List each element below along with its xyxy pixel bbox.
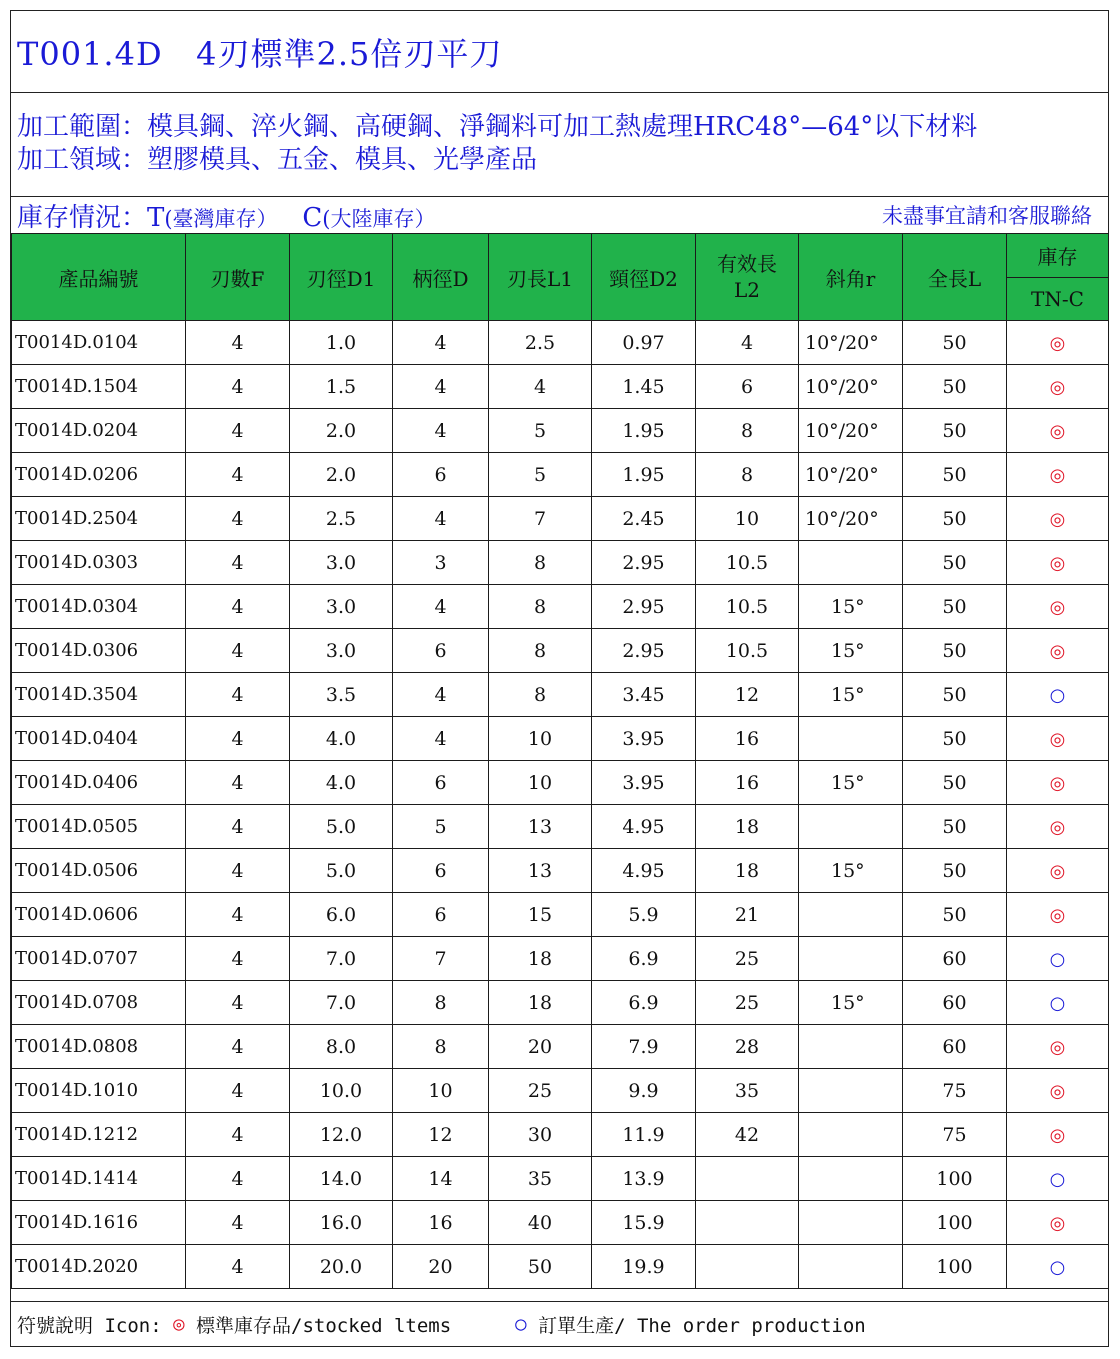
cell-d1: 20.0 xyxy=(290,1245,393,1289)
header-l2: 有效長 L2 xyxy=(696,234,799,321)
cell-flutes: 4 xyxy=(186,585,290,629)
cell-d: 3 xyxy=(393,541,489,585)
cell-code: T0014D.0506 xyxy=(12,849,186,893)
cell-d1: 2.0 xyxy=(290,409,393,453)
cell-angle xyxy=(799,1069,903,1113)
cell-d: 4 xyxy=(393,365,489,409)
header-d: 柄徑D xyxy=(393,234,489,321)
cell-stock xyxy=(1007,1113,1109,1157)
cell-l2: 35 xyxy=(696,1069,799,1113)
cell-d2: 2.45 xyxy=(592,497,696,541)
header-angle: 斜角r xyxy=(799,234,903,321)
cell-l1: 35 xyxy=(489,1157,592,1201)
cell-l2: 8 xyxy=(696,453,799,497)
cell-flutes: 4 xyxy=(186,1113,290,1157)
cell-d1: 5.0 xyxy=(290,805,393,849)
stock-t-code: T xyxy=(147,202,165,233)
cell-d2: 15.9 xyxy=(592,1201,696,1245)
cell-stock xyxy=(1007,937,1109,981)
cell-d2: 0.97 xyxy=(592,321,696,365)
cell-d1: 10.0 xyxy=(290,1069,393,1113)
cell-length: 75 xyxy=(903,1069,1007,1113)
stocked-symbol-icon: ◎ xyxy=(1049,332,1066,354)
cell-l1: 10 xyxy=(489,761,592,805)
cell-stock xyxy=(1007,321,1109,365)
cell-flutes: 4 xyxy=(186,937,290,981)
table-row xyxy=(12,1245,1109,1289)
cell-angle xyxy=(799,717,903,761)
cell-d1: 7.0 xyxy=(290,981,393,1025)
cell-d1: 4.0 xyxy=(290,717,393,761)
cell-angle xyxy=(799,937,903,981)
table-row xyxy=(12,497,1109,541)
table-row xyxy=(12,321,1109,365)
cell-flutes: 4 xyxy=(186,981,290,1025)
cell-l1: 40 xyxy=(489,1201,592,1245)
cell-stock xyxy=(1007,981,1109,1025)
cell-d: 12 xyxy=(393,1113,489,1157)
cell-stock xyxy=(1007,497,1109,541)
cell-l1: 8 xyxy=(489,585,592,629)
cell-angle xyxy=(799,1201,903,1245)
table-row xyxy=(12,1069,1109,1113)
cell-angle: 15° xyxy=(799,629,903,673)
cell-d: 4 xyxy=(393,673,489,717)
cell-d: 4 xyxy=(393,717,489,761)
stocked-symbol-icon: ◎ xyxy=(1049,1080,1066,1102)
cell-flutes: 4 xyxy=(186,1157,290,1201)
header-d2: 頸徑D2 xyxy=(592,234,696,321)
cell-angle: 15° xyxy=(799,761,903,805)
table-row xyxy=(12,1157,1109,1201)
header-length: 全長L xyxy=(903,234,1007,321)
cell-stock xyxy=(1007,1157,1109,1201)
stocked-symbol-icon: ◎ xyxy=(1049,1036,1066,1058)
spec-sheet xyxy=(10,10,1109,1347)
cell-stock xyxy=(1007,1025,1109,1069)
cell-length: 50 xyxy=(903,585,1007,629)
cell-code: T0014D.0606 xyxy=(12,893,186,937)
cell-d: 16 xyxy=(393,1201,489,1245)
application-section xyxy=(11,93,1108,197)
cell-angle xyxy=(799,1245,903,1289)
cell-stock xyxy=(1007,1069,1109,1113)
cell-l2: 4 xyxy=(696,321,799,365)
cell-flutes: 4 xyxy=(186,629,290,673)
cell-d1: 16.0 xyxy=(290,1201,393,1245)
cell-stock xyxy=(1007,849,1109,893)
cell-length: 50 xyxy=(903,541,1007,585)
order-symbol-icon: ○ xyxy=(1049,1256,1066,1278)
cell-length: 60 xyxy=(903,1025,1007,1069)
table-row xyxy=(12,453,1109,497)
table-row xyxy=(12,981,1109,1025)
stocked-symbol-icon: ◎ xyxy=(1049,1124,1066,1146)
cell-l2: 18 xyxy=(696,849,799,893)
order-symbol-icon: ○ xyxy=(1049,1168,1066,1190)
cell-stock xyxy=(1007,453,1109,497)
cell-d2: 13.9 xyxy=(592,1157,696,1201)
cell-stock xyxy=(1007,365,1109,409)
cell-length: 50 xyxy=(903,453,1007,497)
cell-d: 6 xyxy=(393,893,489,937)
cell-code: T0014D.0808 xyxy=(12,1025,186,1069)
cell-d2: 3.45 xyxy=(592,673,696,717)
cell-stock xyxy=(1007,409,1109,453)
table-row xyxy=(12,1113,1109,1157)
cell-d1: 6.0 xyxy=(290,893,393,937)
cell-stock xyxy=(1007,1245,1109,1289)
cell-l2: 18 xyxy=(696,805,799,849)
cell-flutes: 4 xyxy=(186,409,290,453)
order-symbol-icon: ○ xyxy=(1049,684,1066,706)
stocked-symbol-icon: ◎ xyxy=(173,1313,185,1335)
header-flutes: 刃數F xyxy=(186,234,290,321)
order-symbol-icon: ○ xyxy=(1049,992,1066,1014)
cell-code: T0014D.0707 xyxy=(12,937,186,981)
cell-stock xyxy=(1007,629,1109,673)
cell-code: T0014D.0404 xyxy=(12,717,186,761)
table-row xyxy=(12,365,1109,409)
table-row xyxy=(12,1025,1109,1069)
table-row xyxy=(12,717,1109,761)
symbol-legend xyxy=(11,1301,1108,1346)
cell-d1: 2.5 xyxy=(290,497,393,541)
cell-d1: 4.0 xyxy=(290,761,393,805)
stocked-symbol-icon: ◎ xyxy=(1049,464,1066,486)
cell-d: 5 xyxy=(393,805,489,849)
cell-length: 60 xyxy=(903,937,1007,981)
cell-l2: 21 xyxy=(696,893,799,937)
cell-d: 6 xyxy=(393,849,489,893)
stock-t-note: (臺灣庫存） xyxy=(164,206,278,231)
cell-flutes: 4 xyxy=(186,849,290,893)
cell-d2: 1.95 xyxy=(592,453,696,497)
stock-c-code: C xyxy=(302,202,323,233)
cell-d: 6 xyxy=(393,453,489,497)
cell-code: T0014D.0204 xyxy=(12,409,186,453)
cell-d2: 1.95 xyxy=(592,409,696,453)
cell-d2: 9.9 xyxy=(592,1069,696,1113)
cell-code: T0014D.1010 xyxy=(12,1069,186,1113)
cell-flutes: 4 xyxy=(186,1245,290,1289)
stocked-symbol-icon: ◎ xyxy=(1049,552,1066,574)
cell-d: 20 xyxy=(393,1245,489,1289)
cell-length: 50 xyxy=(903,673,1007,717)
machining-field: 加工領域：塑膠模具、五金、模具、光學產品 xyxy=(17,145,538,175)
cell-code: T0014D.1414 xyxy=(12,1157,186,1201)
table-row xyxy=(12,849,1109,893)
cell-l1: 18 xyxy=(489,981,592,1025)
cell-d2: 3.95 xyxy=(592,761,696,805)
cell-d2: 2.95 xyxy=(592,585,696,629)
cell-l1: 8 xyxy=(489,541,592,585)
cell-length: 50 xyxy=(903,761,1007,805)
cell-l1: 15 xyxy=(489,893,592,937)
cell-angle: 10°/20° xyxy=(799,453,903,497)
stocked-symbol-icon: ◎ xyxy=(1049,772,1066,794)
cell-code: T0014D.0303 xyxy=(12,541,186,585)
cell-length: 50 xyxy=(903,321,1007,365)
cell-stock xyxy=(1007,893,1109,937)
cell-d1: 2.0 xyxy=(290,453,393,497)
stock-legend xyxy=(17,197,435,234)
cell-length: 100 xyxy=(903,1157,1007,1201)
cell-l1: 5 xyxy=(489,453,592,497)
cell-flutes: 4 xyxy=(186,453,290,497)
table-row xyxy=(12,1201,1109,1245)
cell-angle xyxy=(799,893,903,937)
cell-d2: 3.95 xyxy=(592,717,696,761)
cell-l1: 10 xyxy=(489,717,592,761)
stocked-symbol-icon: ◎ xyxy=(1049,860,1066,882)
cell-code: T0014D.0306 xyxy=(12,629,186,673)
cell-code: T0014D.0708 xyxy=(12,981,186,1025)
cell-l2: 42 xyxy=(696,1113,799,1157)
cell-flutes: 4 xyxy=(186,893,290,937)
cell-d2: 5.9 xyxy=(592,893,696,937)
cell-d1: 3.0 xyxy=(290,541,393,585)
order-symbol-icon: ○ xyxy=(515,1313,527,1335)
cell-l1: 4 xyxy=(489,365,592,409)
cell-l1: 8 xyxy=(489,629,592,673)
cell-d2: 11.9 xyxy=(592,1113,696,1157)
cell-angle: 15° xyxy=(799,981,903,1025)
table-row xyxy=(12,585,1109,629)
cell-code: T0014D.3504 xyxy=(12,673,186,717)
cell-code: T0014D.2020 xyxy=(12,1245,186,1289)
stock-label: 庫存情況： xyxy=(17,202,148,233)
cell-d: 4 xyxy=(393,321,489,365)
cell-angle xyxy=(799,1025,903,1069)
cell-code: T0014D.0505 xyxy=(12,805,186,849)
cell-flutes: 4 xyxy=(186,805,290,849)
machining-range: 加工範圍：模具鋼、淬火鋼、高硬鋼、淨鋼料可加工熱處理HRC48°—64°以下材料 xyxy=(17,112,978,142)
cell-d1: 12.0 xyxy=(290,1113,393,1157)
cell-length: 50 xyxy=(903,365,1007,409)
cell-d: 4 xyxy=(393,585,489,629)
cell-l2: 12 xyxy=(696,673,799,717)
cell-l2 xyxy=(696,1201,799,1245)
cell-l1: 20 xyxy=(489,1025,592,1069)
cell-code: T0014D.0206 xyxy=(12,453,186,497)
cell-l2 xyxy=(696,1157,799,1201)
cell-length: 50 xyxy=(903,629,1007,673)
cell-l2: 10 xyxy=(696,497,799,541)
cell-code: T0014D.0304 xyxy=(12,585,186,629)
cell-flutes: 4 xyxy=(186,497,290,541)
cell-l2: 8 xyxy=(696,409,799,453)
cell-d2: 6.9 xyxy=(592,981,696,1025)
cell-d2: 4.95 xyxy=(592,849,696,893)
cell-angle: 15° xyxy=(799,673,903,717)
cell-d1: 3.5 xyxy=(290,673,393,717)
cell-d1: 3.0 xyxy=(290,585,393,629)
cell-angle: 10°/20° xyxy=(799,409,903,453)
page-title: T001.4D 4刃標準2.5倍刃平刀 xyxy=(11,11,1108,93)
cell-angle: 15° xyxy=(799,849,903,893)
cell-length: 50 xyxy=(903,849,1007,893)
cell-d1: 5.0 xyxy=(290,849,393,893)
cell-d: 7 xyxy=(393,937,489,981)
cell-stock xyxy=(1007,1201,1109,1245)
cell-l2: 10.5 xyxy=(696,629,799,673)
cell-d: 8 xyxy=(393,981,489,1025)
stocked-symbol-icon: ◎ xyxy=(1049,816,1066,838)
header-d1: 刃徑D1 xyxy=(290,234,393,321)
stocked-symbol-icon: ◎ xyxy=(1049,420,1066,442)
cell-angle: 10°/20° xyxy=(799,497,903,541)
cell-l1: 2.5 xyxy=(489,321,592,365)
cell-length: 50 xyxy=(903,893,1007,937)
cell-angle xyxy=(799,1157,903,1201)
table-row xyxy=(12,937,1109,981)
cell-length: 75 xyxy=(903,1113,1007,1157)
cell-flutes: 4 xyxy=(186,761,290,805)
cell-code: T0014D.2504 xyxy=(12,497,186,541)
stocked-symbol-icon: ◎ xyxy=(1049,904,1066,926)
header-code: 產品編號 xyxy=(12,234,186,321)
cell-d2: 6.9 xyxy=(592,937,696,981)
legend-order-text: 訂單生產/ The order production xyxy=(538,1314,866,1337)
table-row xyxy=(12,409,1109,453)
cell-d: 14 xyxy=(393,1157,489,1201)
cell-length: 60 xyxy=(903,981,1007,1025)
cell-l2: 28 xyxy=(696,1025,799,1069)
cell-d2: 1.45 xyxy=(592,365,696,409)
table-row xyxy=(12,761,1109,805)
cell-l2: 10.5 xyxy=(696,585,799,629)
cell-d1: 14.0 xyxy=(290,1157,393,1201)
cell-l2: 16 xyxy=(696,761,799,805)
cell-l1: 25 xyxy=(489,1069,592,1113)
stocked-symbol-icon: ◎ xyxy=(1049,596,1066,618)
cell-flutes: 4 xyxy=(186,541,290,585)
cell-length: 100 xyxy=(903,1245,1007,1289)
cell-code: T0014D.0104 xyxy=(12,321,186,365)
header-l1: 刃長L1 xyxy=(489,234,592,321)
stocked-symbol-icon: ◎ xyxy=(1049,376,1066,398)
cell-angle xyxy=(799,805,903,849)
stock-info-bar xyxy=(11,197,1108,233)
cell-code: T0014D.0406 xyxy=(12,761,186,805)
cell-d1: 7.0 xyxy=(290,937,393,981)
cell-angle xyxy=(799,1113,903,1157)
cell-stock xyxy=(1007,585,1109,629)
cell-l1: 50 xyxy=(489,1245,592,1289)
cell-code: T0014D.1212 xyxy=(12,1113,186,1157)
cell-flutes: 4 xyxy=(186,717,290,761)
cell-d: 6 xyxy=(393,761,489,805)
cell-d: 4 xyxy=(393,497,489,541)
cell-angle: 15° xyxy=(799,585,903,629)
cell-l1: 18 xyxy=(489,937,592,981)
cell-stock xyxy=(1007,717,1109,761)
cell-l1: 30 xyxy=(489,1113,592,1157)
cell-d: 10 xyxy=(393,1069,489,1113)
cell-d1: 1.0 xyxy=(290,321,393,365)
cell-angle xyxy=(799,541,903,585)
cell-d2: 2.95 xyxy=(592,541,696,585)
cell-l1: 8 xyxy=(489,673,592,717)
header-stock-sub: TN-C xyxy=(1007,278,1109,321)
cell-flutes: 4 xyxy=(186,321,290,365)
stock-c-note: (大陸庫存） xyxy=(322,206,436,231)
cell-l2: 10.5 xyxy=(696,541,799,585)
cell-l2 xyxy=(696,1245,799,1289)
order-symbol-icon: ○ xyxy=(1049,948,1066,970)
cell-d: 6 xyxy=(393,629,489,673)
table-row xyxy=(12,893,1109,937)
product-table xyxy=(11,233,1109,1289)
cell-stock xyxy=(1007,541,1109,585)
contact-note: 未盡事宜請和客服聯絡 xyxy=(882,204,1092,228)
cell-length: 50 xyxy=(903,717,1007,761)
header-stock: 庫存 xyxy=(1007,234,1109,278)
cell-d1: 3.0 xyxy=(290,629,393,673)
cell-flutes: 4 xyxy=(186,1201,290,1245)
cell-stock xyxy=(1007,761,1109,805)
cell-d2: 7.9 xyxy=(592,1025,696,1069)
table-row xyxy=(12,805,1109,849)
cell-d1: 1.5 xyxy=(290,365,393,409)
cell-l1: 5 xyxy=(489,409,592,453)
cell-l2: 25 xyxy=(696,981,799,1025)
legend-label: 符號說明 Icon: xyxy=(17,1314,162,1337)
cell-length: 50 xyxy=(903,497,1007,541)
cell-l2: 6 xyxy=(696,365,799,409)
cell-l2: 25 xyxy=(696,937,799,981)
cell-l1: 13 xyxy=(489,849,592,893)
cell-length: 100 xyxy=(903,1201,1007,1245)
cell-angle: 10°/20° xyxy=(799,365,903,409)
cell-d2: 4.95 xyxy=(592,805,696,849)
stocked-symbol-icon: ◎ xyxy=(1049,728,1066,750)
cell-stock xyxy=(1007,805,1109,849)
cell-d2: 2.95 xyxy=(592,629,696,673)
stocked-symbol-icon: ◎ xyxy=(1049,640,1066,662)
cell-code: T0014D.1616 xyxy=(12,1201,186,1245)
cell-l1: 7 xyxy=(489,497,592,541)
table-row xyxy=(12,673,1109,717)
table-row xyxy=(12,541,1109,585)
cell-code: T0014D.1504 xyxy=(12,365,186,409)
cell-angle: 10°/20° xyxy=(799,321,903,365)
cell-length: 50 xyxy=(903,805,1007,849)
cell-flutes: 4 xyxy=(186,1069,290,1113)
cell-d2: 19.9 xyxy=(592,1245,696,1289)
cell-d1: 8.0 xyxy=(290,1025,393,1069)
cell-l2: 16 xyxy=(696,717,799,761)
cell-d: 8 xyxy=(393,1025,489,1069)
cell-stock xyxy=(1007,673,1109,717)
cell-d: 4 xyxy=(393,409,489,453)
legend-stocked-text: 標準庫存品/stocked ltems xyxy=(196,1314,452,1337)
cell-length: 50 xyxy=(903,409,1007,453)
cell-flutes: 4 xyxy=(186,673,290,717)
cell-flutes: 4 xyxy=(186,365,290,409)
cell-flutes: 4 xyxy=(186,1025,290,1069)
table-row xyxy=(12,629,1109,673)
stocked-symbol-icon: ◎ xyxy=(1049,508,1066,530)
cell-l1: 13 xyxy=(489,805,592,849)
stocked-symbol-icon: ◎ xyxy=(1049,1212,1066,1234)
